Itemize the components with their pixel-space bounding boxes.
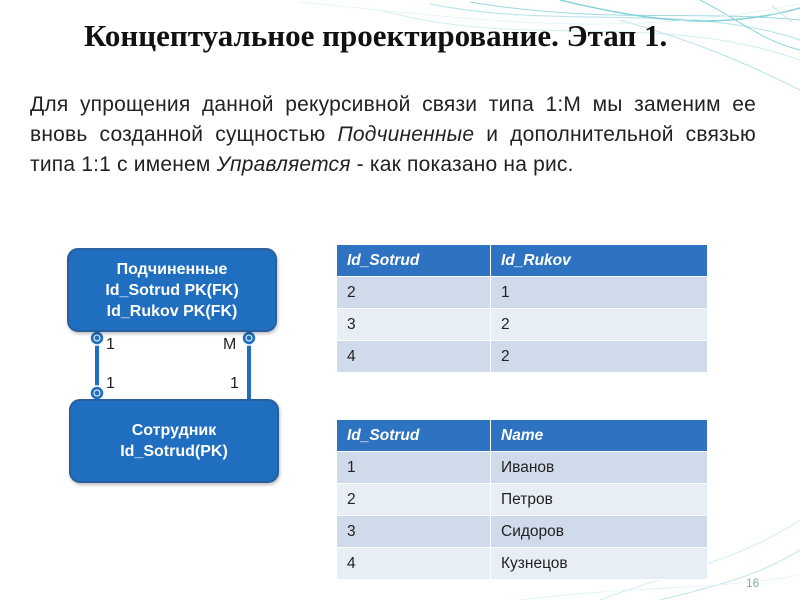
subordinates-table: [337, 245, 708, 373]
paragraph-emphasis-entity: Подчиненные: [337, 123, 475, 146]
cardinality-top-left: 1: [106, 336, 115, 353]
cardinality-bottom-right: 1: [230, 375, 239, 392]
table-cell: Сидоров: [491, 516, 708, 548]
employees-table: [337, 420, 708, 580]
table-header-row: [337, 420, 708, 452]
paragraph-text-3: - как показано на рис.: [350, 153, 574, 176]
entity-podchinennye-attr-2: Id_Rukov PK(FK): [106, 302, 238, 320]
table-cell: Кузнецов: [491, 548, 708, 580]
table-row: [337, 341, 708, 373]
table-row: [337, 452, 708, 484]
description-paragraph: [30, 90, 756, 180]
table-row: [337, 484, 708, 516]
column-header: Id_Sotrud: [337, 420, 491, 452]
column-header: Id_Sotrud: [337, 245, 491, 277]
table-row: [337, 277, 708, 309]
paragraph-emphasis-relation: Управляется: [216, 153, 351, 176]
entity-podchinennye: [67, 248, 277, 332]
entity-sotrudnik-name: Сотрудник: [131, 422, 217, 439]
table-cell: 4: [337, 341, 491, 373]
table-cell: 2: [337, 484, 491, 516]
table-row: [337, 516, 708, 548]
table-row: [337, 548, 708, 580]
table-cell: 4: [337, 548, 491, 580]
entity-sotrudnik-attr: Id_Sotrud(PK): [120, 443, 228, 460]
entity-podchinennye-attr-1: Id_Sotrud PK(FK): [105, 281, 239, 299]
table-header-row: [337, 245, 708, 277]
table-row: [337, 309, 708, 341]
cardinality-top-right: М: [223, 336, 237, 353]
paragraph-text-1: Для упрощения данной рекурсивной связи типа 1:М мы заменим ее вновь созданной сущностью: [30, 93, 756, 146]
table-cell: Иванов: [491, 452, 708, 484]
column-header: Name: [491, 420, 708, 452]
entity-sotrudnik: [69, 399, 279, 483]
paragraph-text-2: и дополнительной связью типа 1:1 с именем: [30, 123, 756, 176]
table-cell: 2: [491, 341, 708, 373]
table-cell: 1: [491, 277, 708, 309]
cardinality-bottom-left: 1: [106, 375, 115, 392]
page-number: 16: [746, 576, 760, 590]
table-cell: 2: [337, 277, 491, 309]
table-cell: 3: [337, 516, 491, 548]
entity-podchinennye-name: Подчиненные: [116, 260, 228, 278]
table-cell: 2: [491, 309, 708, 341]
table-cell: 3: [337, 309, 491, 341]
table-cell: 1: [337, 452, 491, 484]
column-header: Id_Rukov: [491, 245, 708, 277]
table-cell: Петров: [491, 484, 708, 516]
slide-title: Концептуальное проектирование. Этап 1.: [84, 18, 668, 53]
